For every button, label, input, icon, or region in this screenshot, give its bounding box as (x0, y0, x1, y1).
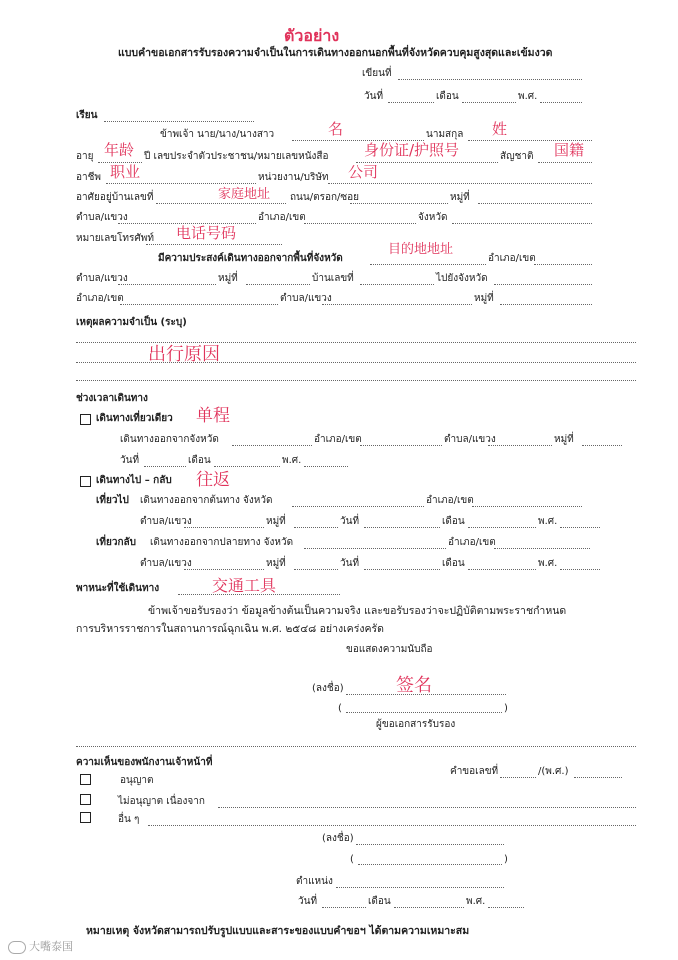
watermark (8, 938, 73, 954)
outbound-district-label: อำเภอ/เขต (426, 495, 474, 506)
return-label: เที่ยวกลับ (96, 537, 137, 548)
request-year-field[interactable] (574, 777, 622, 778)
occupation-field[interactable] (106, 183, 256, 184)
officer-paren-open: ( (350, 854, 354, 865)
year-label: พ.ศ. (518, 91, 538, 102)
moo3-label: หมู่ที่ (474, 293, 494, 304)
outbound-moo-label: หมู่ที่ (266, 516, 286, 527)
subdistrict2-field[interactable] (118, 284, 216, 285)
moo-label: หมู่ที่ (450, 192, 470, 203)
date-field[interactable] (388, 102, 434, 103)
weibo-icon (8, 941, 26, 954)
note-text: หมายเหตุ จังหวัดสามารถปรับรูปแบบและสาระของแบบคำขอฯ ได้ตามความเหมาะสม (86, 925, 470, 937)
return-year-field[interactable] (560, 569, 600, 570)
return-date-field[interactable] (364, 569, 440, 570)
house-no-label: บ้านเลขที่ (312, 273, 354, 284)
request-no-label: คำขอเลขที่ (450, 766, 499, 777)
outbound-date-field[interactable] (364, 527, 440, 528)
respect-label: ขอแสดงความนับถือ (346, 644, 433, 655)
annotation-one-way: 单程 (196, 406, 230, 426)
return-district-label: อำเภอ/เขต (448, 537, 496, 548)
annotation-surname: 姓 (492, 120, 508, 138)
district-field[interactable] (304, 223, 416, 224)
other-field[interactable] (148, 825, 636, 826)
officer-position-field[interactable] (336, 887, 504, 888)
annotation-given-name: 名 (328, 120, 344, 138)
annotation-signature: 签名 (396, 675, 432, 696)
ow-subdistrict-label: ตำบล/แขวง (444, 434, 496, 445)
return-subdistrict-label: ตำบล/แขวง (140, 558, 192, 569)
declaration-line-1: ข้าพเจ้าขอรับรองว่า ข้อมูลข้างต้นเป็นความจริง และขอรับรองว่าจะปฏิบัติตามพระราชกำหนด (148, 605, 567, 617)
ow-moo-label: หมู่ที่ (554, 434, 574, 445)
outbound-date-label: วันที่ (340, 516, 360, 527)
subdistrict3-field[interactable] (322, 304, 472, 305)
officer-month-field[interactable] (394, 907, 464, 908)
nationality-field[interactable] (538, 162, 592, 163)
subdistrict2-label: ตำบล/แขวง (76, 273, 128, 284)
applicant-paren-close: ) (504, 703, 508, 714)
moo2-field[interactable] (246, 284, 310, 285)
agency-field[interactable] (328, 183, 592, 184)
annotation-nationality: 国籍 (554, 141, 585, 159)
annotation-id-passport: 身份证/护照号 (364, 141, 460, 159)
officer-sign-label: (ลงชื่อ) (322, 833, 354, 844)
written-at-field[interactable] (398, 79, 582, 80)
ow-month-field[interactable] (214, 466, 280, 467)
outbound-year-label: พ.ศ. (538, 516, 558, 527)
outbound-month-label: เดือน (442, 516, 465, 527)
return-subdistrict-field[interactable] (184, 569, 264, 570)
return-date-label: วันที่ (340, 558, 360, 569)
purpose-province-field[interactable] (370, 264, 486, 265)
outbound-month-field[interactable] (468, 527, 536, 528)
outbound-year-field[interactable] (560, 527, 600, 528)
disapprove-checkbox[interactable] (80, 794, 91, 805)
annotation-round-trip: 往返 (196, 470, 230, 490)
district3-label: อำเภอ/เขต (76, 293, 124, 304)
one-way-checkbox[interactable] (80, 414, 91, 425)
return-month-field[interactable] (468, 569, 536, 570)
road-label: ถนน/ตรอก/ซอย (290, 192, 360, 203)
disapprove-reason-field[interactable] (218, 807, 636, 808)
annotation-phone: 电话号码 (176, 224, 237, 242)
applicant-name-field[interactable] (346, 712, 502, 713)
ow-district-label: อำเภอ/เขต (314, 434, 362, 445)
period-label: ช่วงเวลาเดินทาง (76, 393, 148, 404)
subdistrict3-label: ตำบล/แขวง (280, 293, 332, 304)
month-field[interactable] (462, 102, 516, 103)
to-label: เรียน (76, 110, 98, 121)
ow-moo-field[interactable] (582, 445, 622, 446)
approve-checkbox[interactable] (80, 774, 91, 785)
outbound-province-field[interactable] (292, 506, 424, 507)
outbound-district-field[interactable] (472, 506, 582, 507)
outbound-moo-field[interactable] (294, 527, 338, 528)
request-year-label: /(พ.ศ.) (538, 766, 569, 777)
reason-line-2[interactable] (76, 362, 636, 363)
annotation-company: 公司 (348, 163, 379, 181)
ow-month-label: เดือน (188, 455, 211, 466)
ow-date-label: วันที่ (120, 455, 140, 466)
return-year-label: พ.ศ. (538, 558, 558, 569)
request-no-field[interactable] (500, 777, 536, 778)
house-no-field[interactable] (360, 284, 434, 285)
address-no-label: อาศัยอยู่บ้านเลขที่ (76, 192, 154, 203)
ow-subdistrict-field[interactable] (488, 445, 552, 446)
id-label: ปี เลขประจำตัวประชาชน/หมายเลขหนังสือ (144, 151, 329, 162)
agency-label: หน่วยงาน/บริษัท (258, 172, 329, 183)
road-field[interactable] (350, 203, 448, 204)
written-at-label: เขียนที่ (362, 68, 392, 79)
subdistrict-label: ตำบล/แขวง (76, 212, 128, 223)
officer-year-field[interactable] (488, 907, 524, 908)
annotation-occupation: 职业 (110, 163, 141, 181)
outbound-subdistrict-label: ตำบล/แขวง (140, 516, 192, 527)
nationality-label: สัญชาติ (500, 151, 534, 162)
watermark-text: 大嘴泰国 (29, 940, 73, 953)
month-label: เดือน (436, 91, 459, 102)
outbound-subdistrict-field[interactable] (184, 527, 264, 528)
officer-date-field[interactable] (322, 907, 366, 908)
phone-field[interactable] (146, 244, 282, 245)
ow-from-province-label: เดินทางออกจากจังหวัด (120, 434, 219, 445)
outbound-label: เที่ยวไป (96, 495, 129, 506)
return-moo-field[interactable] (294, 569, 338, 570)
annotation-destination: 目的地地址 (388, 242, 454, 257)
reason-line-1[interactable] (76, 342, 636, 343)
date-label: วันที่ (364, 91, 384, 102)
return-moo-label: หมู่ที่ (266, 558, 286, 569)
year-field[interactable] (540, 102, 582, 103)
officer-label: ความเห็นของพนักงานเจ้าหน้าที่ (76, 757, 213, 768)
reason-line-3[interactable] (76, 380, 636, 381)
district2-label: อำเภอ/เขต (488, 253, 536, 264)
return-month-label: เดือน (442, 558, 465, 569)
moo-field[interactable] (478, 203, 592, 204)
officer-signature-field[interactable] (356, 844, 504, 845)
annotation-transport: 交通工具 (212, 576, 277, 595)
annotation-home-address: 家庭地址 (218, 187, 271, 202)
officer-position-label: ตำแหน่ง (296, 876, 333, 887)
occupation-label: อาชีพ (76, 172, 101, 183)
district-label: อำเภอ/เขต (258, 212, 306, 223)
officer-name-field[interactable] (358, 864, 502, 865)
form-title: แบบคำขอเอกสารรับรองความจำเป็นในการเดินทางออกนอกพื้นที่จังหวัดควบคุมสูงสุดและเข้มงวด (118, 47, 553, 59)
outbound-from-label: เดินทางออกจากต้นทาง จังหวัด (140, 495, 273, 506)
to-field[interactable] (104, 121, 254, 122)
other-checkbox[interactable] (80, 812, 91, 823)
moo2-label: หมู่ที่ (218, 273, 238, 284)
return-district-field[interactable] (494, 548, 590, 549)
ow-district-field[interactable] (360, 445, 442, 446)
reason-label: เหตุผลความจำเป็น (ระบุ) (76, 317, 187, 328)
vehicle-label: พาหนะที่ใช้เดินทาง (76, 583, 160, 594)
approve-label: อนุญาต (120, 775, 154, 786)
other-label: อื่น ๆ (118, 814, 140, 825)
age-label: อายุ (76, 151, 94, 162)
one-way-label: เดินทางเที่ยวเดียว (96, 413, 173, 424)
annotation-reason: 出行原因 (148, 344, 220, 365)
round-trip-label: เดินทางไป – กลับ (96, 475, 172, 486)
ow-year-label: พ.ศ. (282, 455, 302, 466)
declaration-line-2: การบริหารราชการในสถานการณ์ฉุกเฉิน พ.ศ. ๒๕๔๘ อย่างเคร่งครัด (76, 623, 384, 635)
ow-date-field[interactable] (144, 466, 186, 467)
district3-field[interactable] (120, 304, 278, 305)
officer-paren-close: ) (504, 854, 508, 865)
applicant-role-label: ผู้ขอเอกสารรับรอง (376, 719, 456, 730)
return-from-label: เดินทางออกจากปลายทาง จังหวัด (150, 537, 294, 548)
to-province-field[interactable] (494, 284, 592, 285)
phone-label: หมายเลขโทรศัพท์ (76, 233, 154, 244)
officer-year-label: พ.ศ. (466, 896, 486, 907)
province-label: จังหวัด (418, 212, 448, 223)
to-province-label: ไปยังจังหวัด (436, 273, 488, 284)
round-trip-checkbox[interactable] (80, 476, 91, 487)
address-no-field[interactable] (156, 203, 286, 204)
ow-from-province-field[interactable] (232, 445, 312, 446)
annotation-age: 年龄 (104, 141, 135, 159)
disapprove-label: ไม่อนุญาต เนื่องจาก (118, 796, 205, 807)
ow-year-field[interactable] (304, 466, 348, 467)
applicant-sign-label: (ลงชื่อ) (312, 683, 344, 694)
surname-label: นามสกุล (426, 129, 464, 140)
applicant-paren-open: ( (338, 703, 342, 714)
province-field[interactable] (452, 223, 592, 224)
district2-field[interactable] (534, 264, 592, 265)
moo3-field[interactable] (500, 304, 592, 305)
purpose-label: มีความประสงค์เดินทางออกจากพื้นที่จังหวัด (158, 253, 343, 264)
name-prefix-label: ข้าพเจ้า นาย/นาง/นางสาว (160, 129, 275, 140)
officer-month-label: เดือน (368, 896, 391, 907)
section-divider (76, 746, 636, 747)
officer-date-label: วันที่ (298, 896, 318, 907)
return-province-field[interactable] (304, 548, 446, 549)
sample-label: ตัวอย่าง (284, 26, 340, 45)
